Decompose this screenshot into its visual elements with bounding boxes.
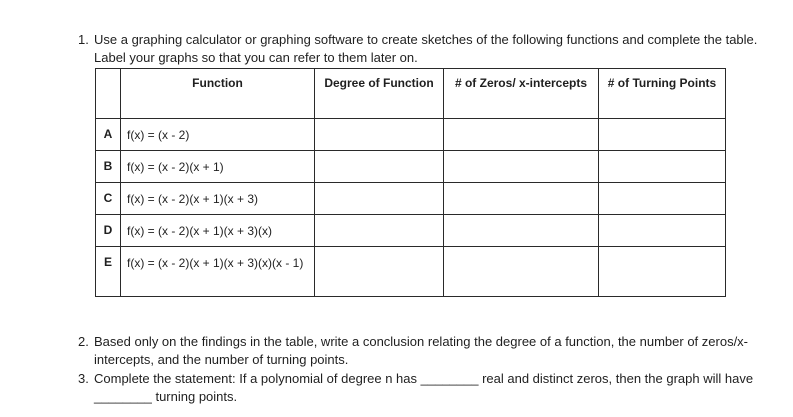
question-1-number: 1. (78, 32, 89, 47)
row-label: B (96, 151, 121, 183)
header-label-cell (96, 69, 121, 119)
question-1-text: Use a graphing calculator or graphing software to create sketches of the following functions and complete the table. Label your graphs so that you can refer to them later on. (94, 32, 758, 65)
row-label: A (96, 119, 121, 151)
table-row (96, 215, 726, 247)
question-2-number: 2. (78, 334, 89, 349)
question-3-number: 3. (78, 371, 89, 386)
row-label: E (96, 247, 121, 297)
row-label: C (96, 183, 121, 215)
question-2-text: Based only on the findings in the table, write a conclusion relating the degree of a function, the number of zeros/x-intercepts, and the number of turning points. (94, 334, 749, 367)
table-row (96, 119, 726, 151)
turning-points-cell[interactable] (599, 119, 726, 151)
table-header-row (96, 69, 726, 119)
row-function: f(x) = (x - 2)(x + 1)(x + 3)(x) (121, 215, 315, 247)
degree-cell[interactable] (315, 215, 444, 247)
question-1 (78, 31, 768, 67)
degree-cell[interactable] (315, 119, 444, 151)
turning-points-cell[interactable] (599, 183, 726, 215)
degree-cell[interactable] (315, 183, 444, 215)
turning-points-cell[interactable] (599, 247, 726, 297)
turning-points-cell[interactable] (599, 151, 726, 183)
row-function: f(x) = (x - 2)(x + 1)(x + 3) (121, 183, 315, 215)
functions-table (95, 68, 726, 297)
zeros-cell[interactable] (444, 215, 599, 247)
table-row (96, 247, 726, 297)
degree-cell[interactable] (315, 247, 444, 297)
header-turning-points: # of Turning Points (599, 69, 726, 119)
table-row (96, 183, 726, 215)
turning-points-cell[interactable] (599, 215, 726, 247)
row-label: D (96, 215, 121, 247)
question-2 (78, 333, 773, 369)
question-3 (78, 370, 778, 406)
zeros-cell[interactable] (444, 151, 599, 183)
row-function: f(x) = (x - 2) (121, 119, 315, 151)
row-function: f(x) = (x - 2)(x + 1) (121, 151, 315, 183)
row-function: f(x) = (x - 2)(x + 1)(x + 3)(x)(x - 1) (121, 247, 315, 297)
question-3-text: Complete the statement: If a polynomial of degree n has ________ real and distinct zeros, then the graph will have ________ turning points. (94, 371, 754, 404)
zeros-cell[interactable] (444, 247, 599, 297)
zeros-cell[interactable] (444, 119, 599, 151)
header-function: Function (121, 69, 315, 119)
header-degree: Degree of Function (315, 69, 444, 119)
zeros-cell[interactable] (444, 183, 599, 215)
header-zeros: # of Zeros/ x-intercepts (444, 69, 599, 119)
table-row (96, 151, 726, 183)
degree-cell[interactable] (315, 151, 444, 183)
